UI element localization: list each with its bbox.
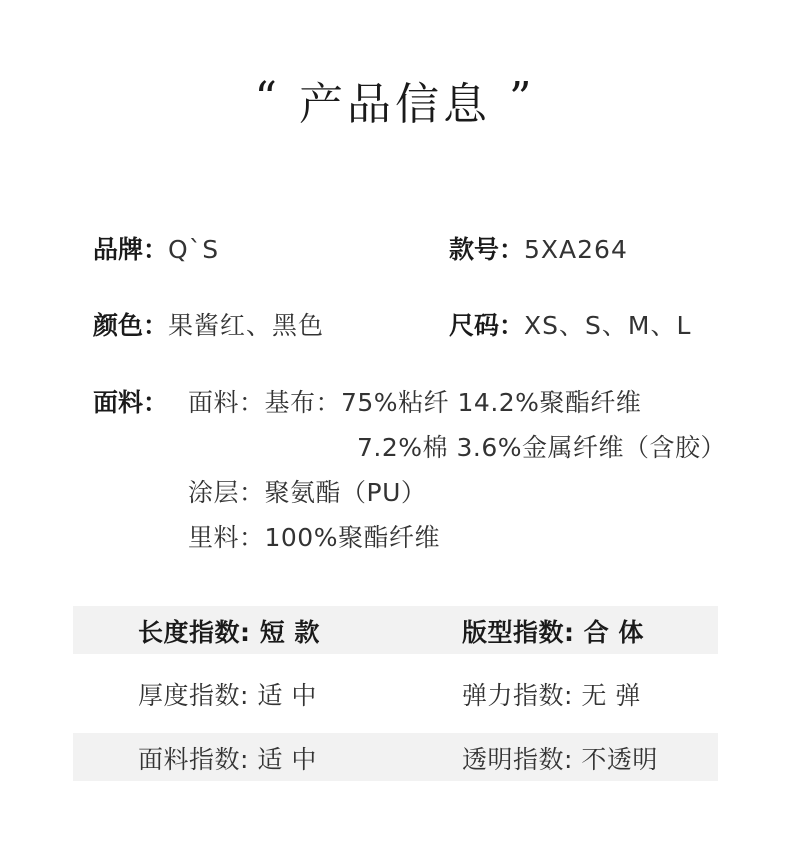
fit-index: 版型指数: 合 体 <box>462 618 644 647</box>
elasticity-index: 弹力指数: 无 弹 <box>462 681 641 710</box>
fabric-line-base: 面料：基布：75%粘纤 14.2%聚酯纤维 <box>188 388 642 417</box>
color-field <box>93 306 324 342</box>
color-value: 果酱红、黑色 <box>168 311 325 340</box>
page-title <box>0 68 790 132</box>
open-quote: “ <box>254 73 281 124</box>
fabric-line-coating: 涂层：聚氨酯（PU） <box>188 478 427 507</box>
brand-label: 品牌： <box>93 235 169 264</box>
fabric-index: 面料指数: 适 中 <box>138 745 317 774</box>
style-no-value: 5XA264 <box>524 235 628 264</box>
size-label: 尺码： <box>449 311 525 340</box>
brand-value: Q`S <box>168 235 220 264</box>
size-field <box>449 306 691 342</box>
style-no-label: 款号： <box>449 235 525 264</box>
transparency-index: 透明指数: 不透明 <box>462 745 658 774</box>
brand-field <box>93 230 219 266</box>
fabric-label: 面料： <box>93 388 169 417</box>
fabric-label-field <box>93 383 168 419</box>
color-label: 颜色： <box>93 311 169 340</box>
fabric-line-base-cont: 7.2%棉 3.6%金属纤维（含胶） <box>357 433 726 462</box>
thickness-index: 厚度指数: 适 中 <box>138 681 317 710</box>
size-value: XS、S、M、L <box>524 311 692 340</box>
length-index: 长度指数: 短 款 <box>138 618 320 647</box>
style-no-field <box>449 230 628 266</box>
close-quote: ” <box>509 73 536 124</box>
title-text: 产品信息 <box>299 79 491 130</box>
fabric-line-lining: 里料：100%聚酯纤维 <box>188 523 440 552</box>
